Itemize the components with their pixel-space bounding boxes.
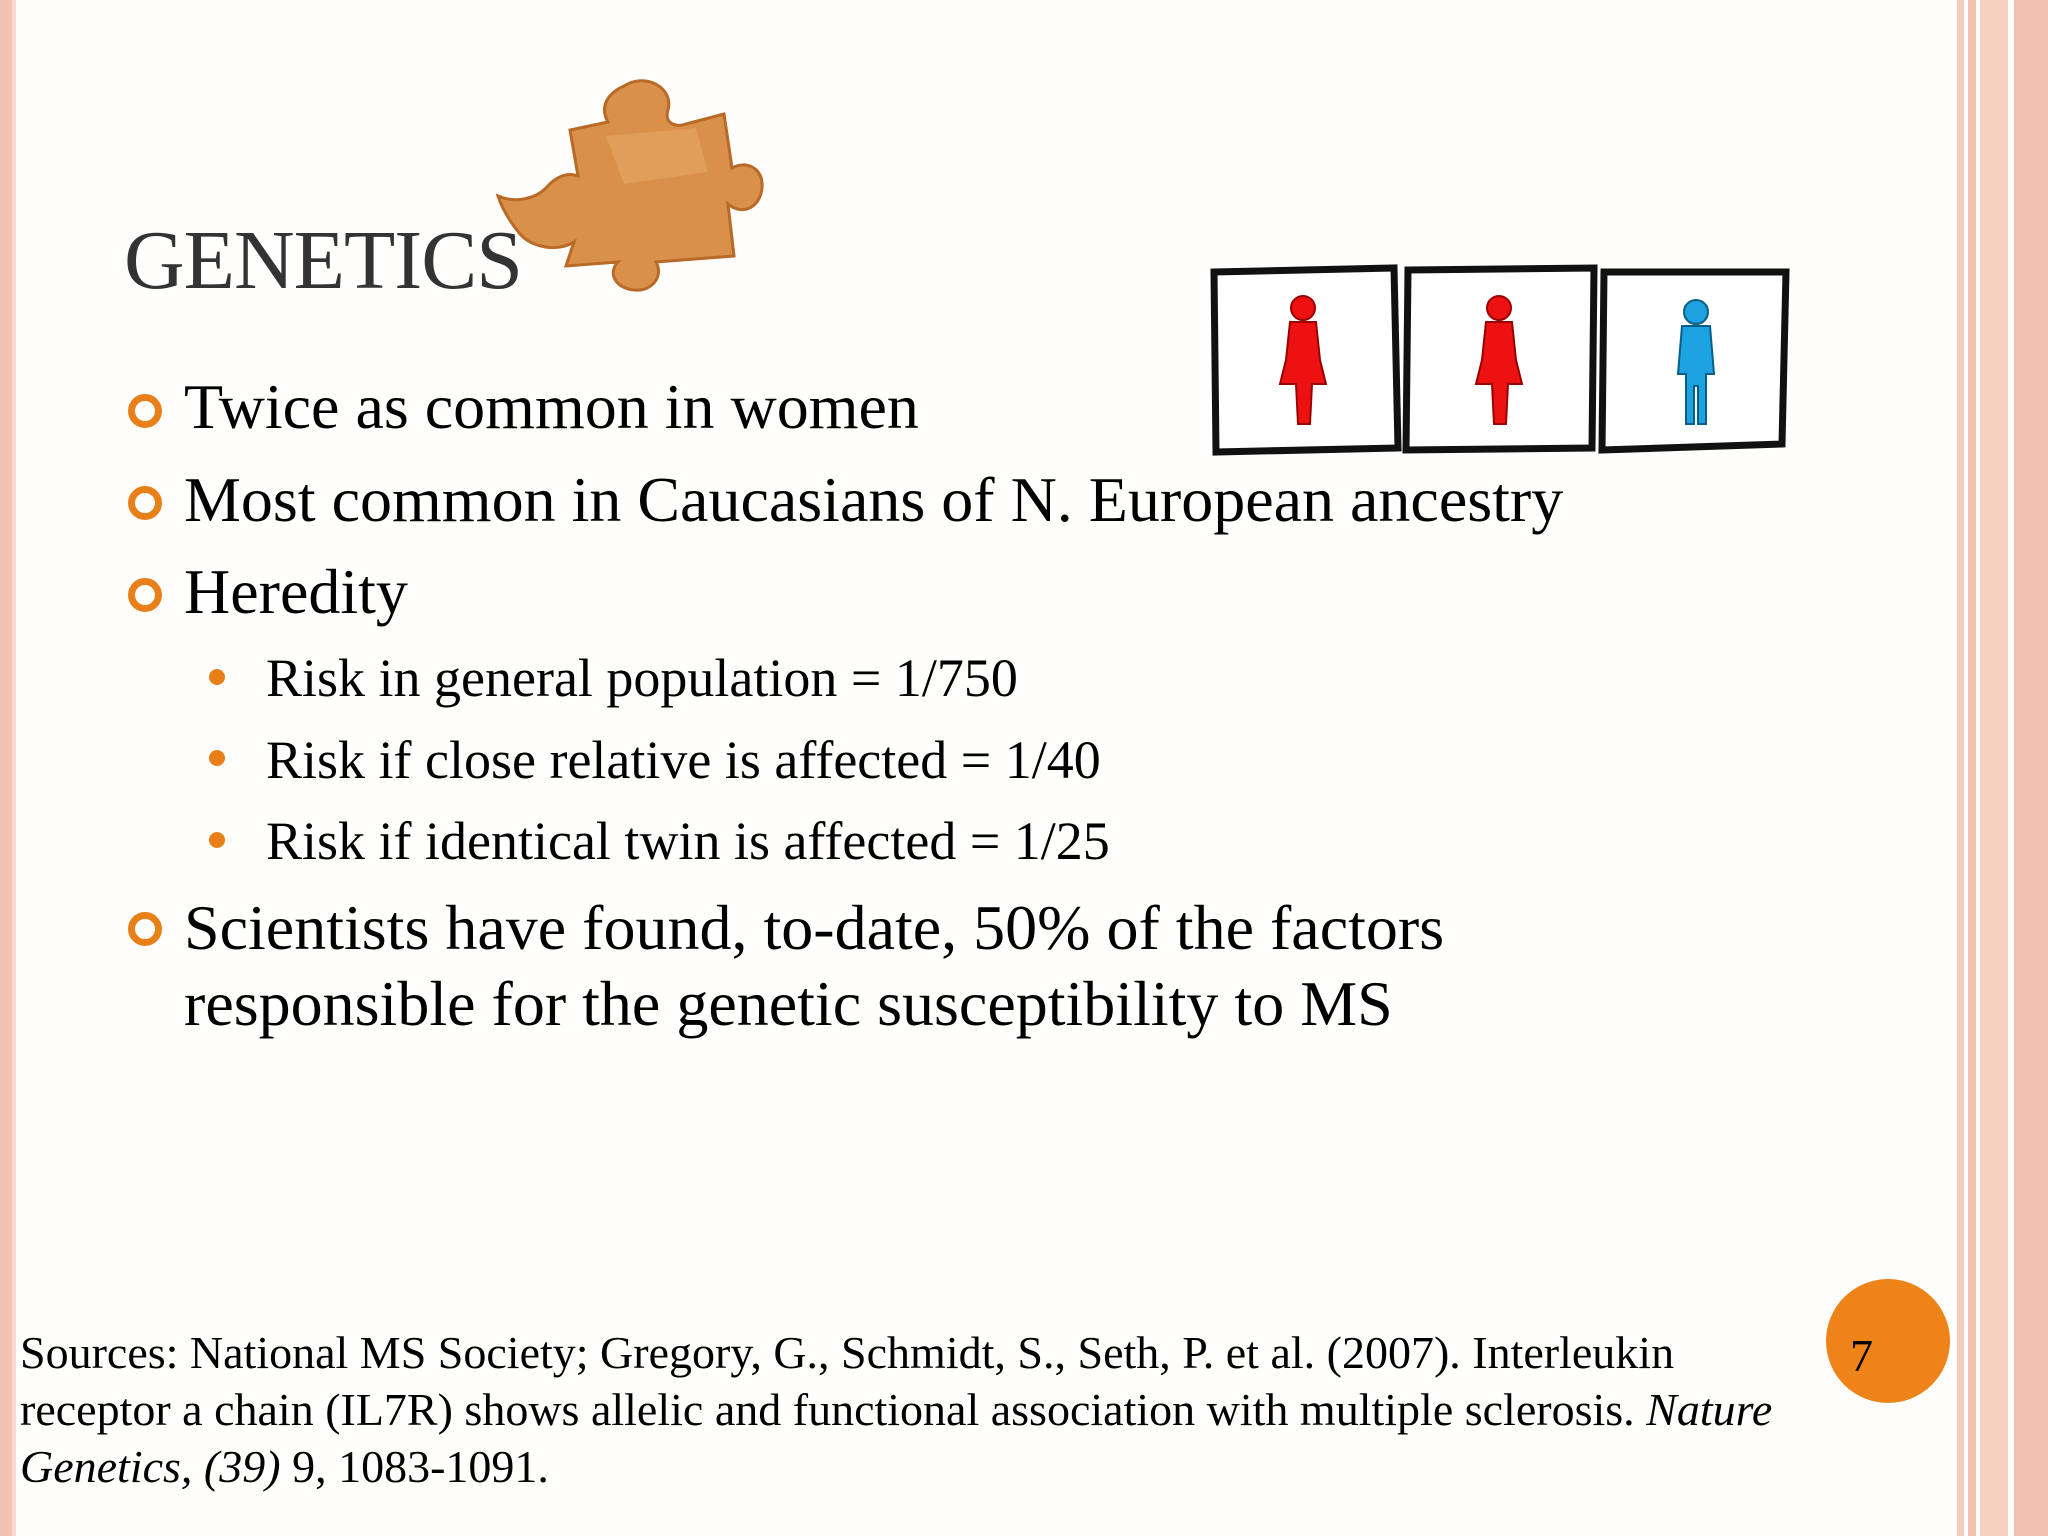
page-number: 7 xyxy=(1850,1330,1873,1381)
bullet-ring-icon xyxy=(128,486,162,520)
sub-bullet-item: Risk if close relative is affected = 1/40 xyxy=(266,730,1101,790)
sub-bullet-dot-icon xyxy=(209,832,225,848)
right-border-stripe xyxy=(2014,0,2048,1536)
bullet-ring-icon xyxy=(128,578,162,612)
journal-volume: Genetics, (39) xyxy=(20,1441,281,1492)
bullet-item: Scientists have found, to-date, 50% of the factors xyxy=(184,892,1445,963)
sources-line-3: 9, 1083-1091. xyxy=(280,1441,549,1492)
puzzle-piece-icon xyxy=(496,76,766,294)
sources-line-1: Sources: National MS Society; Gregory, G., Schmidt, S., Seth, P. et al. (2007). Interleukin xyxy=(20,1327,1675,1378)
gender-figures-image xyxy=(1208,262,1794,458)
sources-line-2: receptor a chain (IL7R) shows allelic and functional association with multiple sclerosis. xyxy=(20,1384,1647,1435)
right-border-stripe xyxy=(1968,0,1976,1536)
sub-bullet-item: Risk in general population = 1/750 xyxy=(266,648,1018,708)
bullet-item: Most common in Caucasians of N. European ancestry xyxy=(184,464,1564,535)
bullet-item-continuation: responsible for the genetic susceptibility to MS xyxy=(184,968,1393,1039)
right-border-stripe xyxy=(1980,0,2008,1536)
left-border-line xyxy=(12,0,16,1536)
sub-bullet-dot-icon xyxy=(209,750,225,766)
sub-bullet-dot-icon xyxy=(209,669,225,685)
left-border-band xyxy=(0,0,12,1536)
bullet-ring-icon xyxy=(128,912,162,946)
sub-bullet-item: Risk if identical twin is affected = 1/25 xyxy=(266,811,1110,871)
bullet-ring-icon xyxy=(128,394,162,428)
slide-title: GENETICS xyxy=(124,214,522,307)
sources-citation xyxy=(20,1324,1950,1495)
bullet-item: Heredity xyxy=(184,556,408,627)
right-border-stripe xyxy=(1957,0,1964,1536)
bullet-item: Twice as common in women xyxy=(184,371,919,442)
journal-name: Nature xyxy=(1646,1384,1773,1435)
